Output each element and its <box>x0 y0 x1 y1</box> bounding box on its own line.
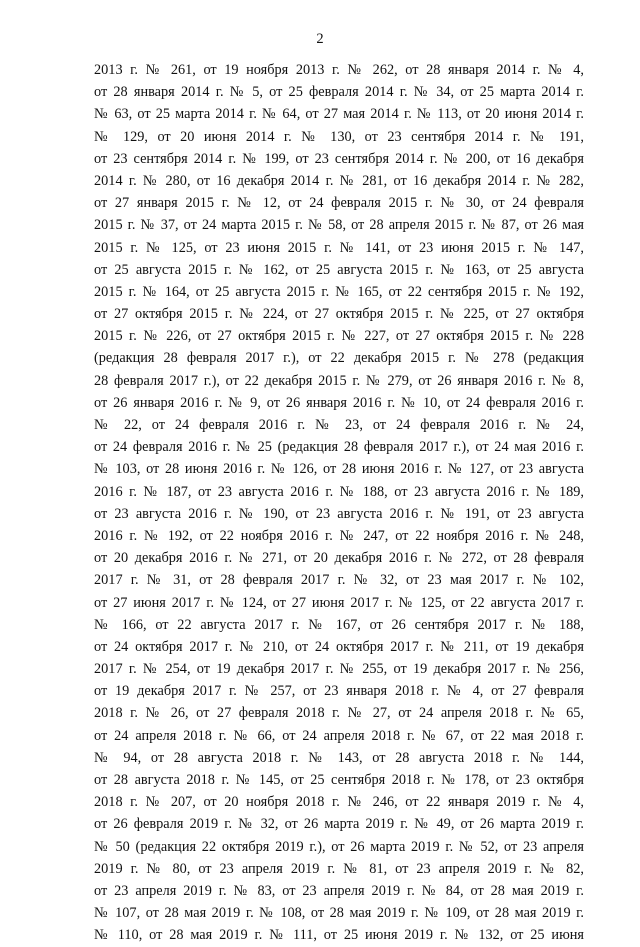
text-line: от 27 января 2015 г. № 12, от 24 февраля 2015 г. № 30, от 24 февраля <box>94 195 584 212</box>
text-line: 2015 г. № 37, от 24 марта 2015 г. № 58, от 28 апреля 2015 г. № 87, от 26 мая <box>94 217 584 234</box>
text-line: № 22, от 24 февраля 2016 г. № 23, от 24 февраля 2016 г. № 24, <box>94 417 584 433</box>
text-line: 2015 г. № 226, от 27 октября 2015 г. № 227, от 27 октября 2015 г. № 228 <box>94 328 584 345</box>
text-line: 2018 г. № 26, от 27 февраля 2018 г. № 27, от 24 апреля 2018 г. № 65, <box>94 705 584 722</box>
text-line: 2013 г. № 261, от 19 ноября 2013 г. № 262, от 28 января 2014 г. № 4, <box>94 62 584 78</box>
text-line: от 24 октября 2017 г. № 210, от 24 октября 2017 г. № 211, от 19 декабря <box>94 638 584 655</box>
text-line: от 27 октября 2015 г. № 224, от 27 октября 2015 г. № 225, от 27 октября <box>94 306 584 323</box>
text-line: 2018 г. № 207, от 20 ноября 2018 г. № 246, от 22 января 2019 г. № 4, <box>94 794 584 811</box>
text-line: № 50 (редакция 22 октября 2019 г.), от 26 марта 2019 г. № 52, от 23 апреля <box>94 838 584 855</box>
text-line: 2015 г. № 125, от 23 июня 2015 г. № 141, от 23 июня 2015 г. № 147, <box>94 239 584 256</box>
text-line: от 24 февраля 2016 г. № 25 (редакция 28 февраля 2017 г.), от 24 мая 2016 г. <box>94 439 584 456</box>
text-line: от 26 февраля 2019 г. № 32, от 26 марта 2019 г. № 49, от 26 марта 2019 г. <box>94 816 584 833</box>
text-line: от 23 сентября 2014 г. № 199, от 23 сентября 2014 г. № 200, от 16 декабря <box>94 150 584 167</box>
text-line: 2017 г. № 31, от 28 февраля 2017 г. № 32, от 23 мая 2017 г. № 102, <box>94 572 584 589</box>
text-line: от 24 апреля 2018 г. № 66, от 24 апреля 2018 г. № 67, от 22 мая 2018 г. <box>94 727 584 744</box>
text-line: от 27 июня 2017 г. № 124, от 27 июня 2017 г. № 125, от 22 августа 2017 г. <box>94 594 584 611</box>
text-line: от 23 августа 2016 г. № 190, от 23 августа 2016 г. № 191, от 23 августа <box>94 505 584 522</box>
text-line: № 129, от 20 июня 2014 г. № 130, от 23 сентября 2014 г. № 191, <box>94 128 584 145</box>
text-line: (редакция 28 февраля 2017 г.), от 22 декабря 2015 г. № 278 (редакция <box>94 350 584 367</box>
text-line: от 20 декабря 2016 г. № 271, от 20 декабря 2016 г. № 272, от 28 февраля <box>94 550 584 567</box>
text-line: № 166, от 22 августа 2017 г. № 167, от 26 сентября 2017 г. № 188, <box>94 616 584 633</box>
text-line: от 19 декабря 2017 г. № 257, от 23 января 2018 г. № 4, от 27 февраля <box>94 683 584 700</box>
text-line: № 107, от 28 мая 2019 г. № 108, от 28 мая 2019 г. № 109, от 28 мая 2019 г. <box>94 905 584 922</box>
text-line: № 103, от 28 июня 2016 г. № 126, от 28 июня 2016 г. № 127, от 23 августа <box>94 461 584 478</box>
text-line: от 28 января 2014 г. № 5, от 25 февраля 2014 г. № 34, от 25 марта 2014 г. <box>94 84 584 101</box>
text-line: 28 февраля 2017 г.), от 22 декабря 2015 г. № 279, от 26 января 2016 г. № 8, <box>94 372 584 389</box>
text-line: от 28 августа 2018 г. № 145, от 25 сентября 2018 г. № 178, от 23 октября <box>94 772 584 788</box>
text-line: от 25 августа 2015 г. № 162, от 25 августа 2015 г. № 163, от 25 августа <box>94 261 584 278</box>
page-number: 2 <box>316 31 324 47</box>
text-line: 2016 г. № 192, от 22 ноября 2016 г. № 247, от 22 ноября 2016 г. № 248, <box>94 527 584 544</box>
text-line: № 63, от 25 марта 2014 г. № 64, от 27 мая 2014 г. № 113, от 20 июня 2014 г. <box>94 106 584 123</box>
text-line: 2015 г. № 164, от 25 августа 2015 г. № 165, от 22 сентября 2015 г. № 192, <box>94 283 584 300</box>
text-line: № 94, от 28 августа 2018 г. № 143, от 28 августа 2018 г. № 144, <box>94 749 584 766</box>
text-line: № 110, от 28 мая 2019 г. № 111, от 25 июня 2019 г. № 132, от 25 июня <box>94 927 584 944</box>
text-line: 2019 г. № 80, от 23 апреля 2019 г. № 81, от 23 апреля 2019 г. № 82, <box>94 860 584 877</box>
text-line: 2016 г. № 187, от 23 августа 2016 г. № 188, от 23 августа 2016 г. № 189, <box>94 483 584 500</box>
document-body <box>94 59 584 947</box>
text-line: от 23 апреля 2019 г. № 83, от 23 апреля 2019 г. № 84, от 28 мая 2019 г. <box>94 882 584 899</box>
text-line: 2014 г. № 280, от 16 декабря 2014 г. № 281, от 16 декабря 2014 г. № 282, <box>94 172 584 189</box>
text-line: от 26 января 2016 г. № 9, от 26 января 2016 г. № 10, от 24 февраля 2016 г. <box>94 394 584 411</box>
text-line: 2017 г. № 254, от 19 декабря 2017 г. № 255, от 19 декабря 2017 г. № 256, <box>94 661 584 678</box>
